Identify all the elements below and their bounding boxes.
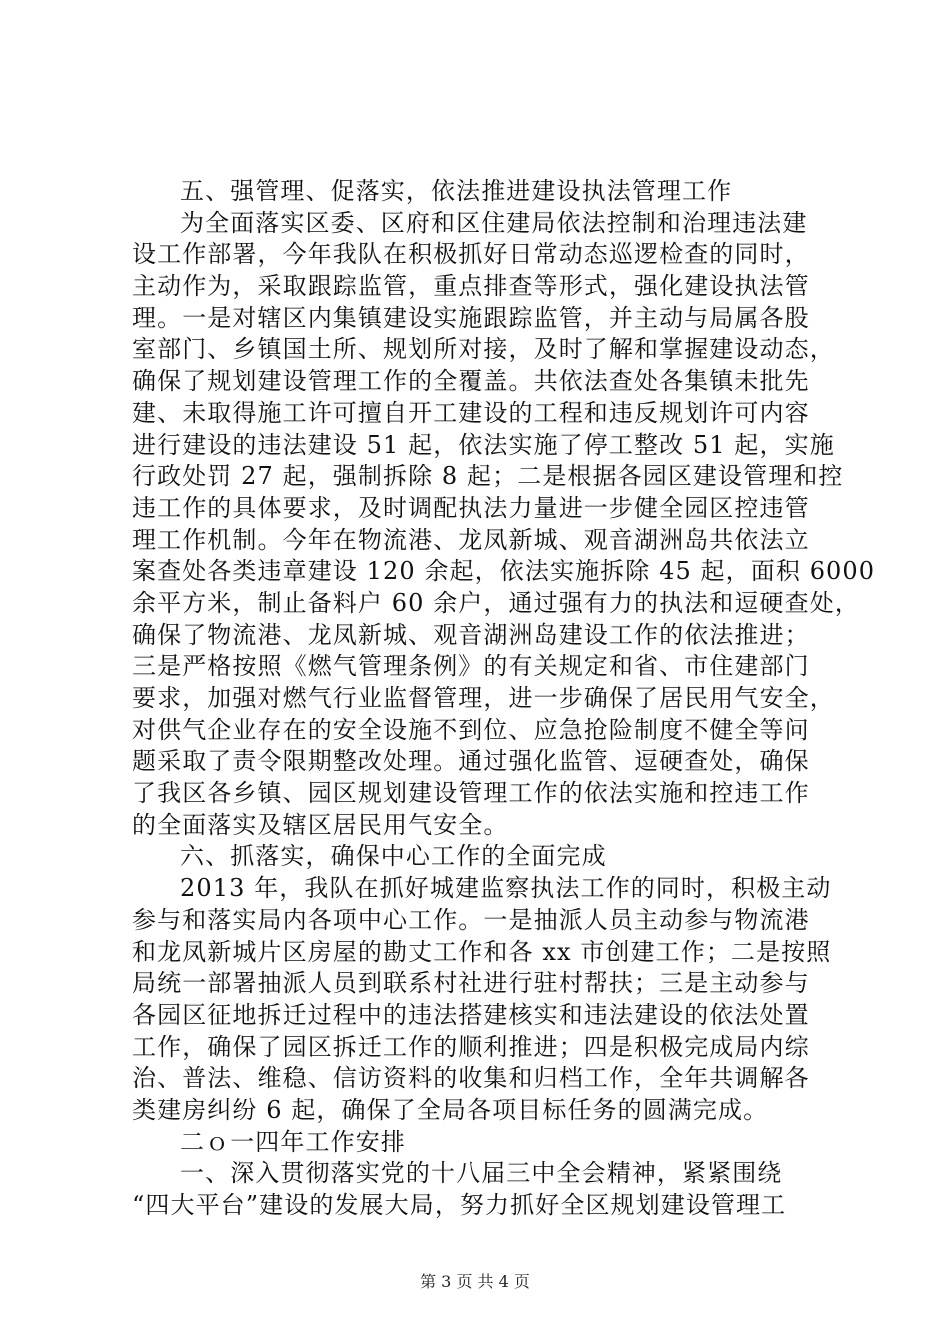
text-line: 理工作机制。今年在物流港、龙凤新城、观音湖洲岛共依法立 <box>132 525 810 554</box>
text-line: 室部门、乡镇国土所、规划所对接，及时了解和掌握建设动态， <box>132 335 835 364</box>
text-line: 2013 年，我队在抓好城建监察执法工作的同时，积极主动 <box>180 874 832 903</box>
text-line: 和龙凤新城片区房屋的勘丈工作和各 xx 市创建工作；二是按照 <box>132 937 832 966</box>
text-line: 各园区征地拆迁过程中的违法搭建核实和违法建设的依法处置 <box>132 1000 810 1029</box>
text-line: 建、未取得施工许可擅自开工建设的工程和违反规划许可内容 <box>132 398 810 427</box>
text-line: 余平方米，制止备料户 60 余户，通过强有力的执法和逗硬查处， <box>132 588 860 617</box>
text-line: 设工作部署，今年我队在积极抓好日常动态巡逻检查的同时， <box>132 240 810 269</box>
text-line: 要求，加强对燃气行业监督管理，进一步确保了居民用气安全， <box>132 684 835 712</box>
text-line: 了我区各乡镇、园区规划建设管理工作的依法实施和控违工作 <box>132 779 810 808</box>
text-line: “四大平台”建设的发展大局，努力抓好全区规划建设管理工 <box>132 1191 787 1219</box>
text-line: 六、抓落实，确保中心工作的全面完成 <box>180 842 607 871</box>
text-line: 的全面落实及辖区居民用气安全。 <box>132 810 509 839</box>
text-line: 类建房纠纷 6 起，确保了全局各项目标任务的圆满完成。 <box>132 1095 769 1124</box>
text-line: 题采取了责令限期整改处理。通过强化监管、逗硬查处，确保 <box>132 747 810 776</box>
text-line: 局统一部署抽派人员到联系村社进行驻村帮扶；三是主动参与 <box>132 969 810 998</box>
text-line: 对供气企业存在的安全设施不到位、应急抢险制度不健全等问 <box>132 715 810 744</box>
text-line: 进行建设的违法建设 51 起，依法实施了停工整改 51 起，实施 <box>132 430 835 459</box>
text-line: 理。一是对辖区内集镇建设实施跟踪监管，并主动与局属各股 <box>132 303 810 332</box>
text-line: 一、深入贯彻落实党的十八届三中全会精神，紧紧围绕 <box>180 1159 783 1188</box>
text-line: 治、普法、维稳、信访资料的收集和归档工作，全年共调解各 <box>132 1064 810 1093</box>
page-footer: 第 3 页 共 4 页 <box>420 1272 530 1291</box>
text-line: 确保了物流港、龙凤新城、观音湖洲岛建设工作的依法推进； <box>132 620 810 649</box>
text-line: 五、强管理、促落实，依法推进建设执法管理工作 <box>180 177 733 205</box>
text-line: 案查处各类违章建设 120 余起，依法实施拆除 45 起，面积 6000 <box>132 557 876 586</box>
text-line: 确保了规划建设管理工作的全覆盖。共依法查处各集镇未批先 <box>132 367 810 396</box>
text-line: 工作，确保了园区拆迁工作的顺利推进；四是积极完成局内综 <box>132 1032 810 1061</box>
text-line: 行政处罚 27 起，强制拆除 8 起；二是根据各园区建设管理和控 <box>132 462 844 491</box>
text-line: 主动作为，采取跟踪监管，重点排查等形式，强化建设执法管 <box>132 272 810 301</box>
text-line: 为全面落实区委、区府和区住建局依法控制和治理违法建 <box>180 208 808 237</box>
text-line: 三是严格按照《燃气管理条例》的有关规定和省、市住建部门 <box>132 652 810 681</box>
document-body <box>132 176 876 1222</box>
text-line: 二ｏ一四年工作安排 <box>180 1127 406 1156</box>
text-line: 参与和落实局内各项中心工作。一是抽派人员主动参与物流港 <box>132 905 810 934</box>
text-line: 违工作的具体要求，及时调配执法力量进一步健全园区控违管 <box>132 493 810 522</box>
